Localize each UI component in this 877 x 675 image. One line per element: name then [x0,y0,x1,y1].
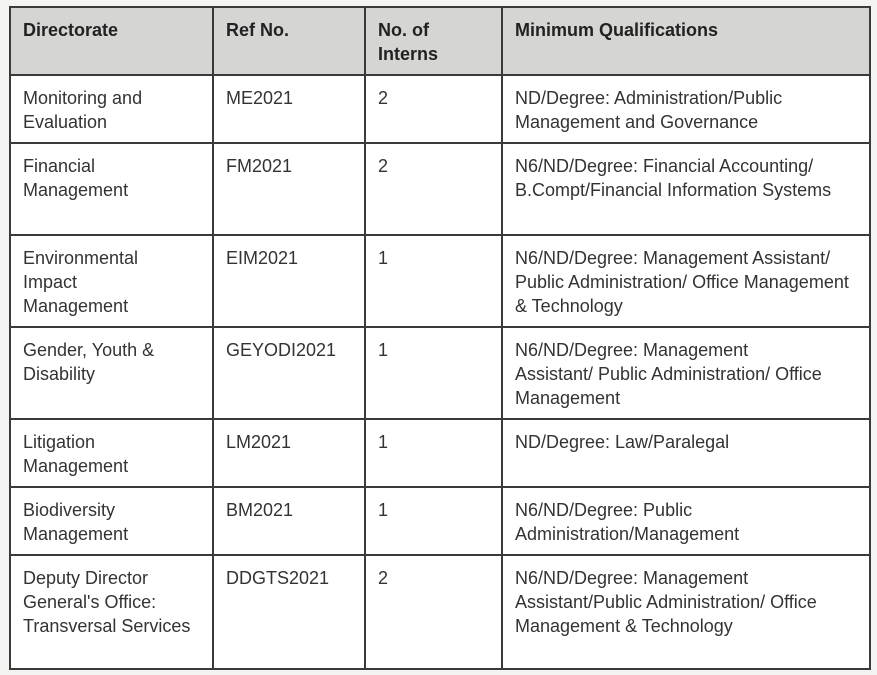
cell-ref-no: ME2021 [213,75,365,143]
cell-ref-no: DDGTS2021 [213,555,365,669]
table-row [10,327,870,419]
cell-ref-no: LM2021 [213,419,365,487]
cell-ref-no: EIM2021 [213,235,365,327]
cell-qualifications: N6/ND/Degree: Management Assistant/Public Administration/ Office Management & Technology [502,555,870,669]
table-row [10,75,870,143]
table-header-row [10,7,870,75]
cell-directorate: Gender, Youth & Disability [10,327,213,419]
cell-qualifications: ND/Degree: Law/Paralegal [502,419,870,487]
cell-qualifications: N6/ND/Degree: Management Assistant/ Public Administration/ Office Management & Technology [502,235,870,327]
table-row [10,143,870,235]
cell-directorate: Monitoring and Evaluation [10,75,213,143]
cell-interns: 2 [365,75,502,143]
cell-directorate: Deputy Director General's Office: Transversal Services [10,555,213,669]
header-no-of-interns: No. of Interns [365,7,502,75]
header-ref-no: Ref No. [213,7,365,75]
cell-qualifications: N6/ND/Degree: Management Assistant/ Public Administration/ Office Management [502,327,870,419]
header-minimum-qualifications: Minimum Qualifications [502,7,870,75]
cell-directorate: Litigation Management [10,419,213,487]
cell-ref-no: FM2021 [213,143,365,235]
cell-qualifications: ND/Degree: Administration/Public Management and Governance [502,75,870,143]
table-row [10,487,870,555]
header-directorate: Directorate [10,7,213,75]
cell-directorate: Biodiversity Management [10,487,213,555]
cell-interns: 1 [365,487,502,555]
cell-qualifications: N6/ND/Degree: Financial Accounting/ B.Compt/Financial Information Systems [502,143,870,235]
table-row [10,555,870,669]
cell-interns: 1 [365,327,502,419]
cell-directorate: Financial Management [10,143,213,235]
cell-directorate: Environmental Impact Management [10,235,213,327]
cell-ref-no: GEYODI2021 [213,327,365,419]
internship-table-container [9,6,869,670]
cell-qualifications: N6/ND/Degree: Public Administration/Management [502,487,870,555]
cell-interns: 1 [365,419,502,487]
cell-interns: 1 [365,235,502,327]
table-row [10,235,870,327]
cell-interns: 2 [365,143,502,235]
cell-interns: 2 [365,555,502,669]
cell-ref-no: BM2021 [213,487,365,555]
internship-table [9,6,871,670]
table-row [10,419,870,487]
